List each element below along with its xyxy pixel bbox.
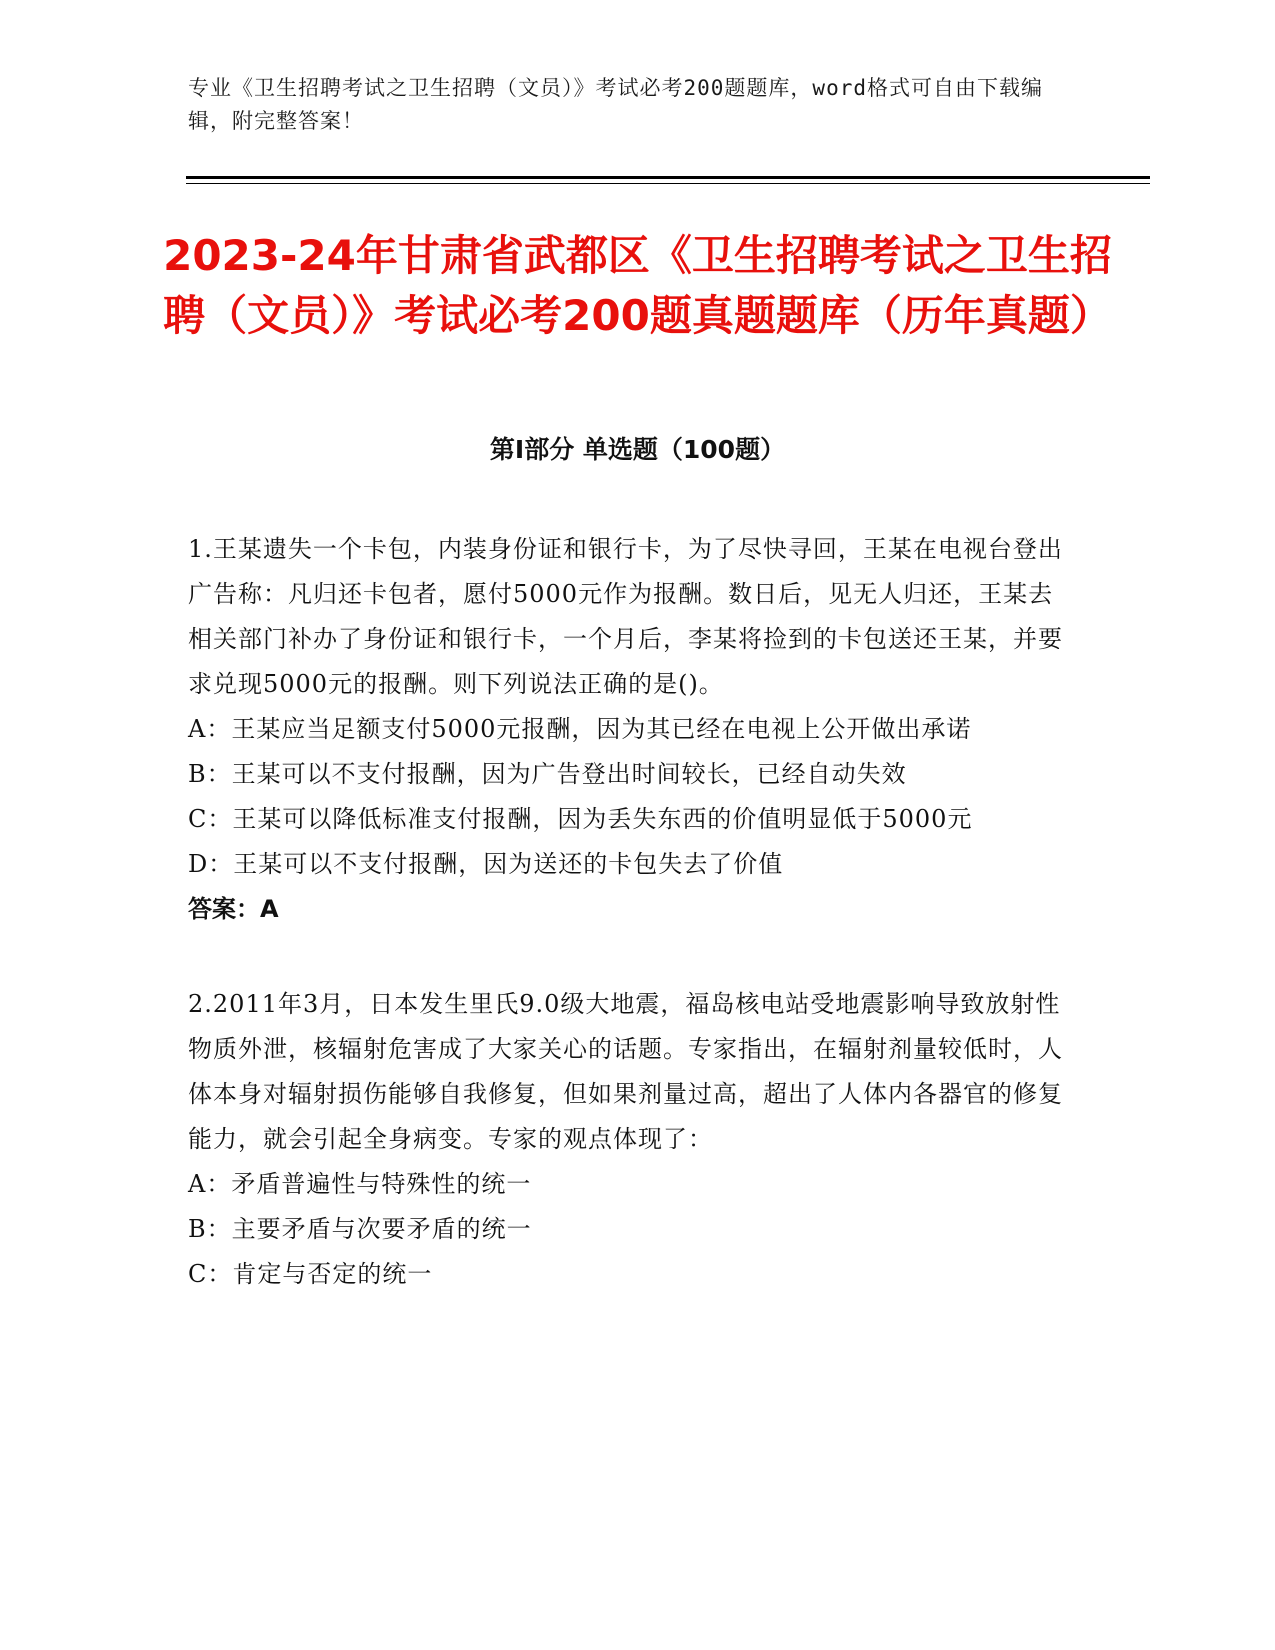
answer-line: 答案：A	[188, 895, 279, 923]
question-1	[188, 527, 1068, 932]
option-a: A：矛盾普遍性与特殊性的统一	[188, 1170, 532, 1198]
section-heading: 第Ⅰ部分 单选题（100题）	[489, 435, 786, 464]
option-b: B：王某可以不支付报酬，因为广告登出时间较长，已经自动失效	[188, 760, 907, 788]
header-divider-thin	[186, 183, 1150, 184]
option-b: B：主要矛盾与次要矛盾的统一	[188, 1215, 532, 1243]
option-c: C：王某可以降低标准支付报酬，因为丢失东西的价值明显低于5000元	[188, 805, 973, 833]
header-note: 专业《卫生招聘考试之卫生招聘（文员）》考试必考200题题库，word格式可自由下载编辑，附完整答案！	[188, 76, 1043, 133]
option-a: A：王某应当足额支付5000元报酬，因为其已经在电视上公开做出承诺	[188, 715, 972, 743]
header-divider-thick	[186, 176, 1150, 179]
document-title: 2023-24年甘肃省武都区《卫生招聘考试之卫生招聘（文员）》考试必考200题真题题库（历年真题）	[163, 231, 1112, 340]
option-d: D：王某可以不支付报酬，因为送还的卡包失去了价值	[188, 850, 784, 878]
question-stem: 2.2011年3月，日本发生里氏9.0级大地震，福岛核电站受地震影响导致放射性物质外泄，核辐射危害成了大家关心的话题。专家指出，在辐射剂量较低时，人体本身对辐射损伤能够自我修复，但如果剂量过高，超出了人体内各器官的修复能力，就会引起全身病变。专家的观点体现了：	[188, 990, 1063, 1153]
question-stem: 1.王某遗失一个卡包，内装身份证和银行卡，为了尽快寻回，王某在电视台登出广告称：凡归还卡包者，愿付5000元作为报酬。数日后，见无人归还，王某去相关部门补办了身份证和银行卡，一个月后，李某将捡到的卡包送还王某，并要求兑现5000元的报酬。则下列说法正确的是()。	[188, 535, 1063, 698]
question-2	[188, 982, 1068, 1297]
question-list	[188, 527, 1068, 1347]
option-c: C：肯定与否定的统一	[188, 1260, 433, 1288]
